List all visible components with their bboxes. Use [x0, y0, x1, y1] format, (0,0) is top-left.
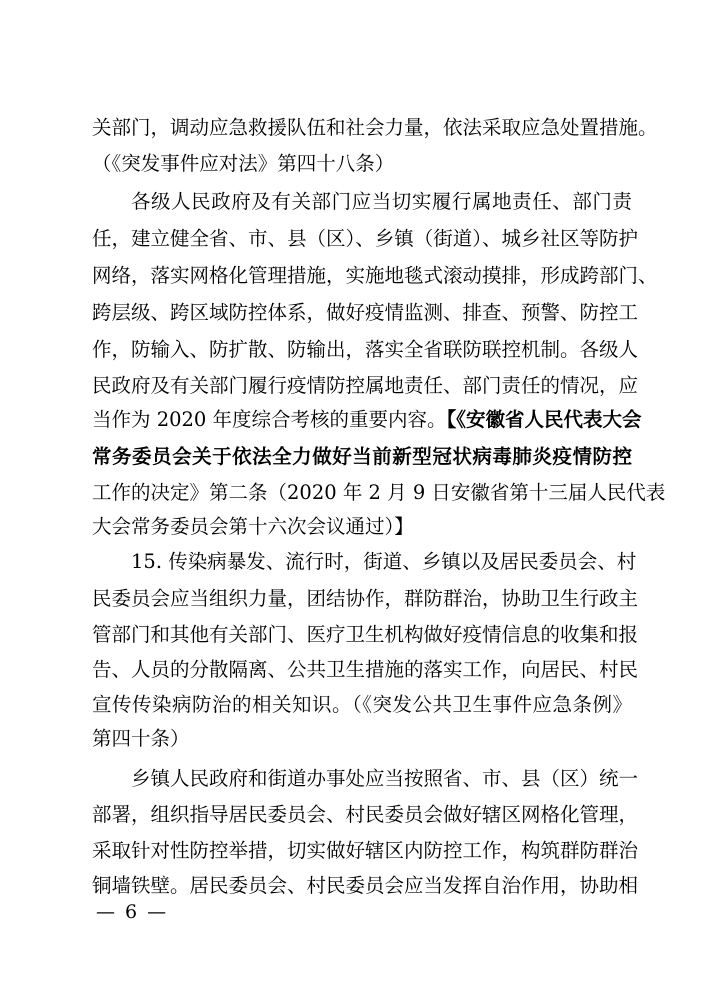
body-line: 乡镇人民政府和街道办事处应当按照省、市、县（区）统一 [131, 767, 639, 790]
body-line: 部署，组织指导居民委员会、村民委员会做好辖区网格化管理， [92, 803, 639, 826]
body-line-segment: 当作为 2020 年度综合考核的重要内容。 [92, 408, 447, 431]
body-line: 民委员会应当组织力量，团结协作，群防群治，协助卫生行政主 [92, 587, 639, 610]
body-line: 15. 传染病暴发、流行时，街道、乡镇以及居民委员会、村 [131, 550, 637, 573]
citation-line: 工作的决定》第二条（2020 年 2 月 9 日安徽省第十三届人民代表 [92, 481, 666, 504]
body-line: 任，建立健全省、市、县（区）、乡镇（街道）、城乡社区等防护 [92, 227, 639, 250]
body-line: 网络，落实网格化管理措施，实施地毯式滚动摸排，形成跨部门、 [92, 264, 658, 287]
body-line: 作，防输入、防扩散、防输出，落实全省联防联控机制。各级人 [92, 338, 639, 361]
body-line [92, 405, 642, 435]
citation-line: 大会常务委员会第十六次会议通过）】 [92, 515, 414, 538]
body-line: 铜墙铁壁。居民委员会、村民委员会应当发挥自治作用，协助相 [92, 874, 639, 897]
page-number: — 6 — [96, 901, 169, 923]
body-line: 关部门，调动应急救援队伍和社会力量，依法采取应急处置措施。 [92, 116, 658, 139]
body-line: 民政府及有关部门履行疫情防控属地责任、部门责任的情况，应 [92, 374, 639, 397]
body-line: 各级人民政府及有关部门应当切实履行属地责任、部门责 [131, 190, 632, 213]
body-line: 宣传传染病防治的相关知识。（《突发公共卫生事件应急条例》 [92, 693, 632, 716]
body-line: 采取针对性防控举措，切实做好辖区内防控工作，构筑群防群治 [92, 839, 639, 862]
citation-line: 常务委员会关于依法全力做好当前新型冠状病毒肺炎疫情防控 [92, 445, 632, 468]
body-line: 管部门和其他有关部门、医疗卫生机构做好疫情信息的收集和报 [92, 623, 639, 646]
body-line: 跨层级、跨区域防控体系，做好疫情监测、排查、预警、防控工 [92, 301, 639, 324]
body-line: 告、人员的分散隔离、公共卫生措施的落实工作，向居民、村民 [92, 658, 639, 681]
citation-start: 【《安徽省人民代表大会 [446, 408, 642, 431]
body-line: （《突发事件应对法》第四十八条） [92, 152, 395, 175]
body-line: 第四十条） [92, 727, 190, 750]
